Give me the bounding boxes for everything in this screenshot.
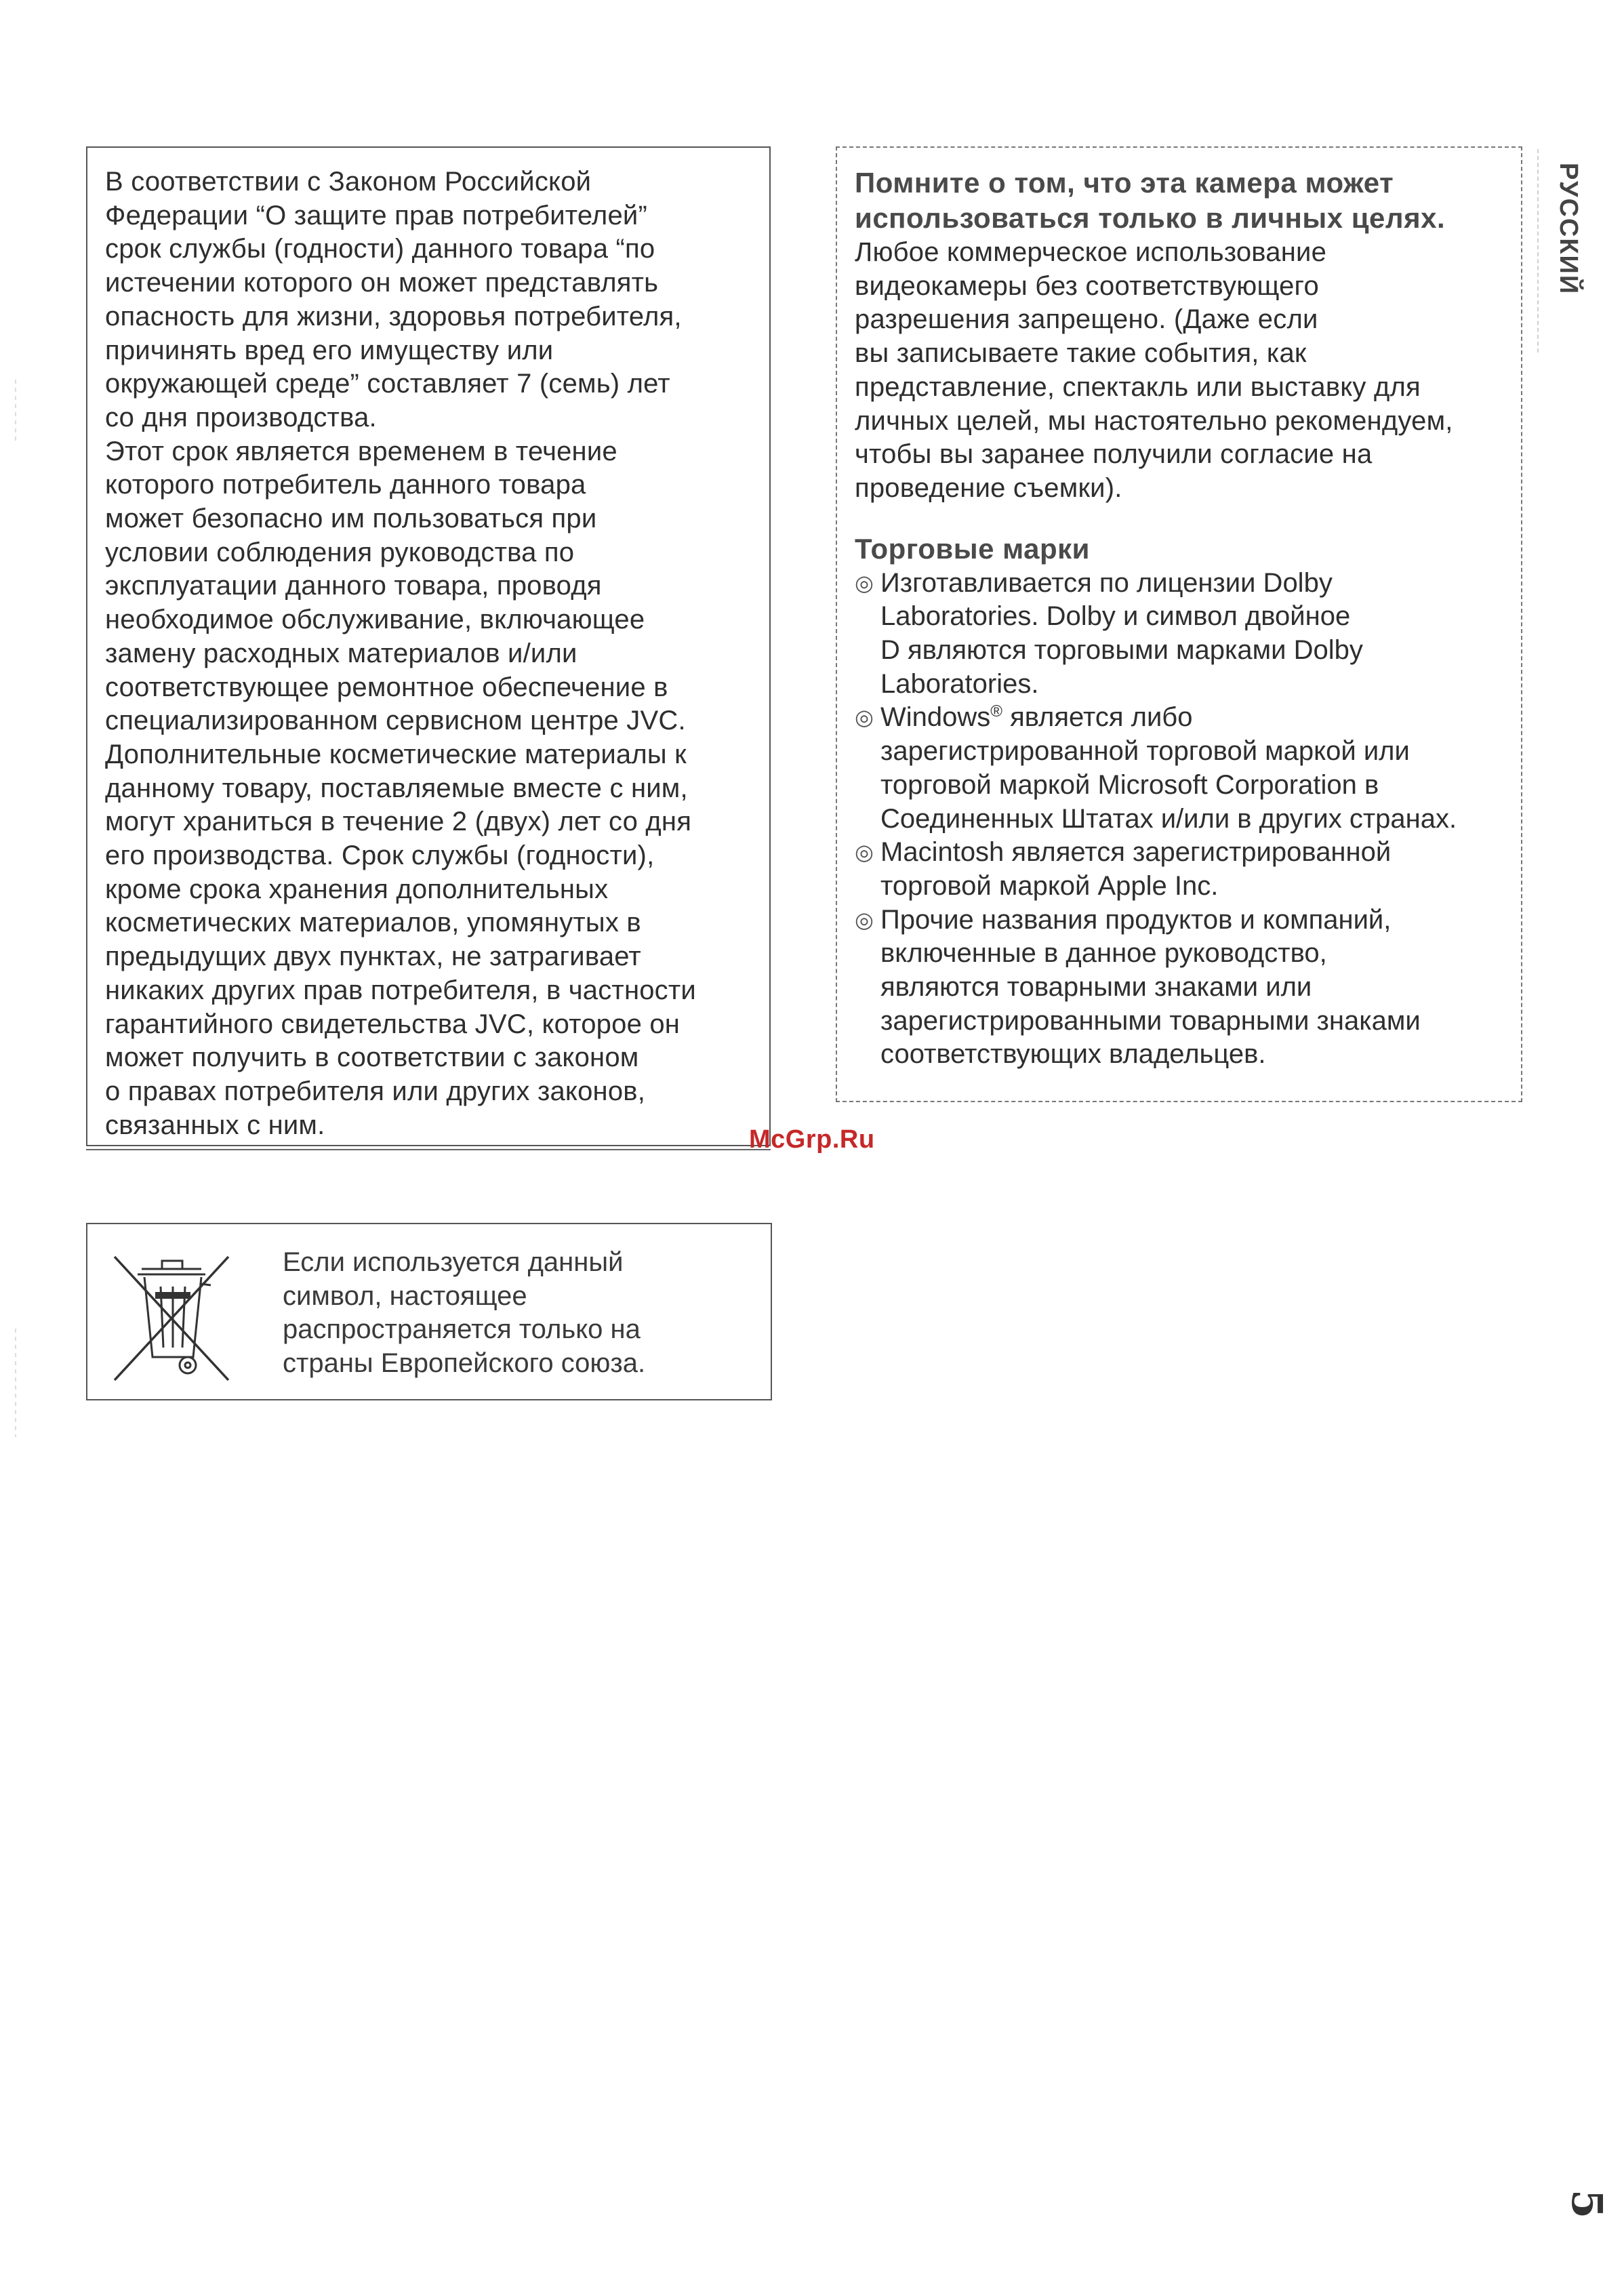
text-line [880,701,1509,735]
registered-mark: ® [990,702,1002,721]
bullet-icon: ◎ [855,840,874,865]
text-line: разрешения запрещено. (Даже если [855,304,1318,335]
text-line: Macintosh является зарегистрированной [880,837,1392,868]
scan-edge-mark [15,380,16,441]
consumer-law-text [105,165,757,1142]
text-line: видеокамеры без соответствующего [855,270,1319,301]
text-line: торговой маркой Apple Inc. [880,870,1219,901]
bullet-icon: ◎ [855,705,874,730]
text-line: могут храниться в течение 2 (двух) лет со дня [105,807,692,837]
windows-word: Windows [880,702,991,733]
text-line: Laboratories. Dolby и символ двойное [880,601,1351,632]
text-line: условии соблюдения руководства по [105,537,575,567]
text-line: чтобы вы заранее получили согласие на [855,439,1373,470]
text-line: опасность для жизни, здоровья потребителя, [105,301,682,331]
text-line: может получить в соответствии с законом [105,1043,639,1073]
trademarks-heading: Торговые марки [855,532,1090,565]
text-line: символ, настоящее [283,1280,527,1311]
text-line: зарегистрированной торговой маркой или [880,736,1410,767]
text-line: связанных с ним. [105,1110,325,1140]
text-line: Этот срок является временем в течение [105,436,617,466]
bullet-icon: ◎ [855,570,874,595]
trademark-item-windows [855,701,1509,836]
text-line: D являются торговыми марками Dolby [880,635,1363,666]
text-line: Laboratories. [880,668,1039,699]
text-line: никаких других прав потребителя, в частности [105,975,696,1005]
bullet-icon: ◎ [855,907,874,932]
text-line: Изготавливается по лицензии Dolby [880,567,1333,598]
text-line: которого потребитель данного товара [105,470,586,500]
text-line: может безопасно им пользоваться при [105,504,597,534]
text-line: Федерации “О защите прав потребителей” [105,200,647,230]
watermark: McGrp.Ru [749,1125,875,1154]
text-line: Дополнительные косметические материалы к [105,739,687,769]
text-line: эксплуатации данного товара, проводя [105,571,602,601]
text-line: включенные в данное руководство, [880,938,1327,969]
text-line: косметических материалов, упомянутых в [105,908,641,938]
text-line: со дня производства. [105,402,377,432]
text-line: Любое коммерческое использование [855,237,1327,267]
trademark-item-others [855,904,1509,1072]
text-line: являются товарными знаками или [880,972,1312,1003]
trademark-item-macintosh [855,836,1509,903]
text-line: причинять вред его имуществу или [105,335,554,365]
text-line: окружающей среде” составляет 7 (семь) лет [105,369,670,399]
text-line: необходимое обслуживание, включающее [105,605,645,635]
weee-text [283,1246,645,1381]
text-line: Соединенных Штатах и/или в других странах. [880,803,1457,834]
text-line: соответствующее ремонтное обеспечение в [105,672,668,702]
weee-notice-box [86,1223,772,1400]
text-line: представление, спектакль или выставку для [855,371,1421,402]
page-number: 5 [1562,2189,1612,2219]
heading-line: использоваться только в личных целях. [855,202,1446,234]
text-line: Прочие названия продуктов и компаний, [880,904,1392,935]
text-line: Если используется данный [283,1247,624,1277]
private-use-text [855,236,1509,506]
heading-line: Помните о том, что эта камера может [855,167,1394,199]
windows-rest: является либо [1002,702,1193,733]
text-line: соответствующих владельцев. [880,1039,1266,1070]
text-line: срок службы (годности) данного товара “по [105,234,655,264]
text-line: истечении которого он может представлять [105,268,659,298]
text-line: личных целей, мы настоятельно рекомендуем, [855,405,1453,436]
text-line: гарантийного свидетельства JVC, которое он [105,1009,681,1039]
text-line: проведение съемки). [855,472,1122,503]
consumer-law-notice-box [86,146,771,1146]
text-line: распространяется только на [283,1314,641,1345]
text-line: В соответствии с Законом Российской [105,167,592,197]
text-line: страны Европейского союза. [283,1348,646,1379]
private-use-heading [855,165,1509,236]
language-tab-label: РУССКИЙ [1554,163,1583,296]
text-line: данному товару, поставляемые вместе с ним, [105,773,688,803]
text-line: торговой маркой Microsoft Corporation в [880,769,1379,800]
crossed-out-wheelie-bin-icon [100,1236,242,1389]
text-line: вы записываете такие события, как [855,338,1307,369]
text-line: предыдущих двух пунктах, не затрагивает [105,942,641,972]
private-use-notice-box [836,146,1522,1102]
text-line: его производства. Срок службы (годности), [105,841,655,871]
text-line: кроме срока хранения дополнительных [105,874,609,904]
text-line: зарегистрированными товарными знаками [880,1005,1421,1036]
text-line: специализированном сервисном центре JVC. [105,706,686,736]
text-line: замену расходных материалов и/или [105,638,577,668]
trademarks-list [855,567,1509,1072]
text-line: о правах потребителя или других законов, [105,1076,646,1106]
scan-edge-mark [15,1329,16,1437]
trademark-item-dolby [855,567,1509,702]
